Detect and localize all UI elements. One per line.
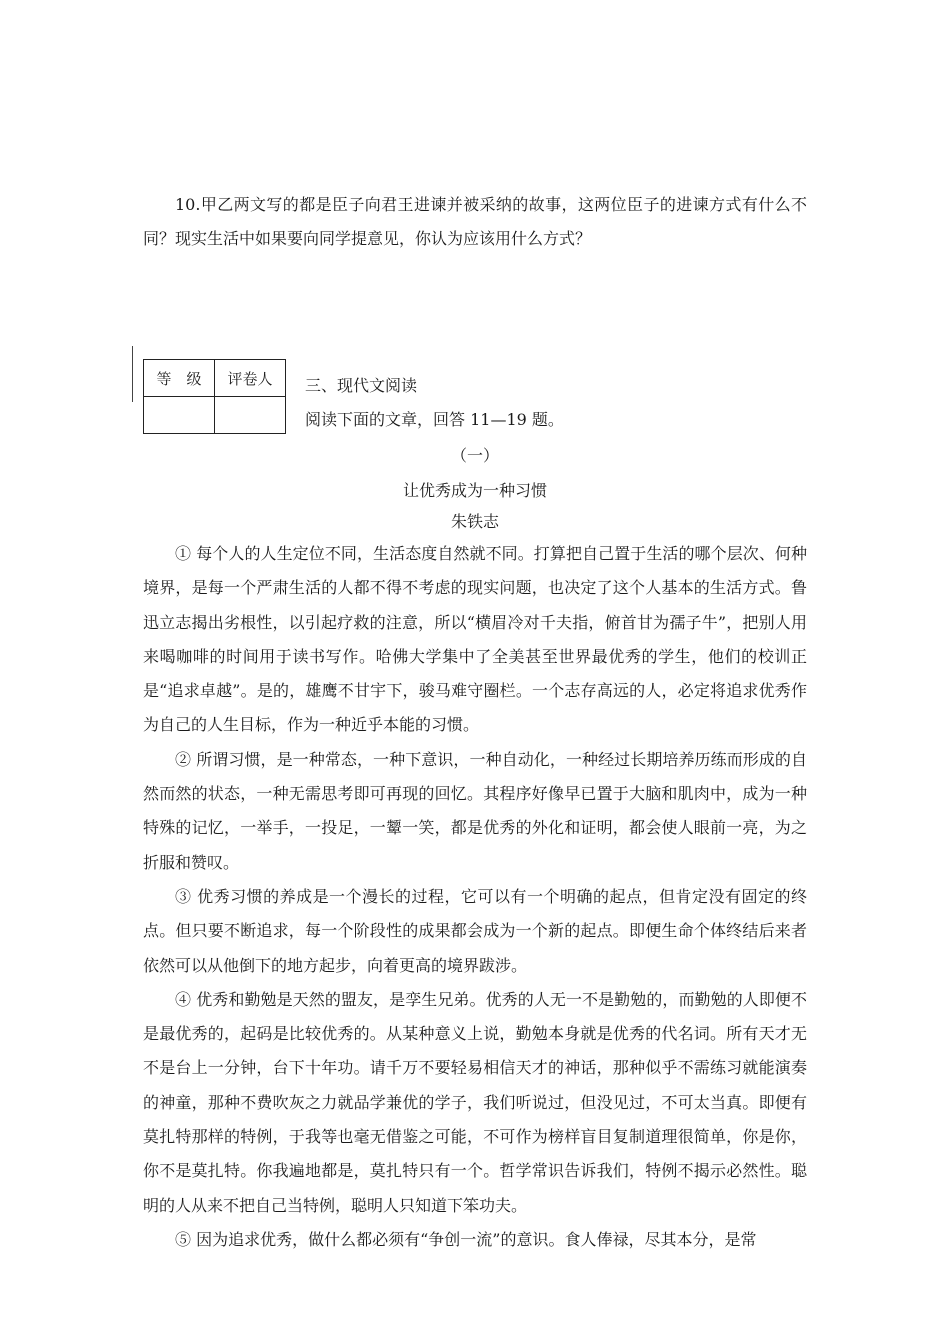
- question-10: 10.甲乙两文写的都是臣子向君王进谏并被采纳的故事，这两位臣子的进谏方式有什么不同？现实生活中如果要向同学提意见，你认为应该用什么方式？: [143, 195, 807, 248]
- part-label: （一）: [450, 446, 499, 465]
- grade-blank-cell: [144, 397, 215, 434]
- section-title: 三、现代文阅读: [305, 376, 418, 395]
- paragraph-4: ④ 优秀和勤勉是天然的盟友，是孪生兄弟。优秀的人无一不是勤勉的，而勤勉的人即便不是最优秀的，起码是比较优秀的。从某种意义上说，勤勉本身就是优秀的代名词。所有天才无不是台上一分钟，台下十年功。请千万不要轻易相信天才的神话，那种似乎不需练习就能演奏的神童，那种不费吹灰之力就品学兼优的学子，我们听说过，但没见过，不可太当真。即便有莫扎特那样的特例，于我等也毫无借鉴之可能，不可作为榜样盲目复制道理很简单，你是你，你不是莫扎特。你我遍地都是，莫扎特只有一个。哲学常识告诉我们，特例不揭示必然性。聪明的人从来不把自己当特例，聪明人只知道下笨功夫。: [143, 989, 807, 1215]
- paragraph-1: ① 每个人的人生定位不同，生活态度自然就不同。打算把自己置于生活的哪个层次、何种境界，是每一个严肃生活的人都不得不考虑的现实问题，也决定了这个人基本的生活方式。鲁迅立志揭出劣根性，以引起疗救的注意，所以“横眉冷对千夫指，俯首甘为孺子牛”，把别人用来喝咖啡的时间用于读书写作。哈佛大学集中了全美甚至世界最优秀的学生，他们的校训正是“追求卓越”。是的，雄鹰不甘宇下，骏马难守圈栏。一个志存高远的人，必定将追求优秀作为自己的人生目标，作为一种近乎本能的习惯。: [143, 544, 807, 735]
- article-title: 让优秀成为一种习惯: [402, 481, 547, 500]
- reviewer-blank-cell: [215, 397, 286, 434]
- paragraph-3: ③ 优秀习惯的养成是一个漫长的过程，它可以有一个明确的起点，但肯定没有固定的终点。但只要不断追求，每一个阶段性的成果都会成为一个新的起点。即便生命个体终结后来者依然可以从他倒下的地方起步，向着更高的境界跋涉。: [143, 886, 807, 975]
- article-body: [143, 537, 807, 1257]
- paragraph-5: ⑤ 因为追求优秀，做什么都必须有“争创一流”的意识。食人俸禄，尽其本分，是常: [175, 1229, 757, 1249]
- paragraph-2: ② 所谓习惯，是一种常态，一种下意识，一种自动化，一种经过长期培养历练而形成的自然而然的状态，一种无需思考即可再现的回忆。其程序好像早已置于大脑和肌肉中，成为一种特殊的记忆，一举手，一投足，一颦一笑，都是优秀的外化和证明，都会使人眼前一亮，为之折服和赞叹。: [143, 749, 807, 872]
- margin-divider: [132, 346, 133, 402]
- section-instruction: 阅读下面的文章，回答 11—19 题。: [305, 410, 564, 429]
- article-author: 朱铁志: [450, 512, 499, 531]
- reviewer-label-cell: 评卷人: [215, 360, 286, 397]
- grade-label-cell: 等 级: [144, 360, 215, 397]
- score-table: [143, 359, 286, 434]
